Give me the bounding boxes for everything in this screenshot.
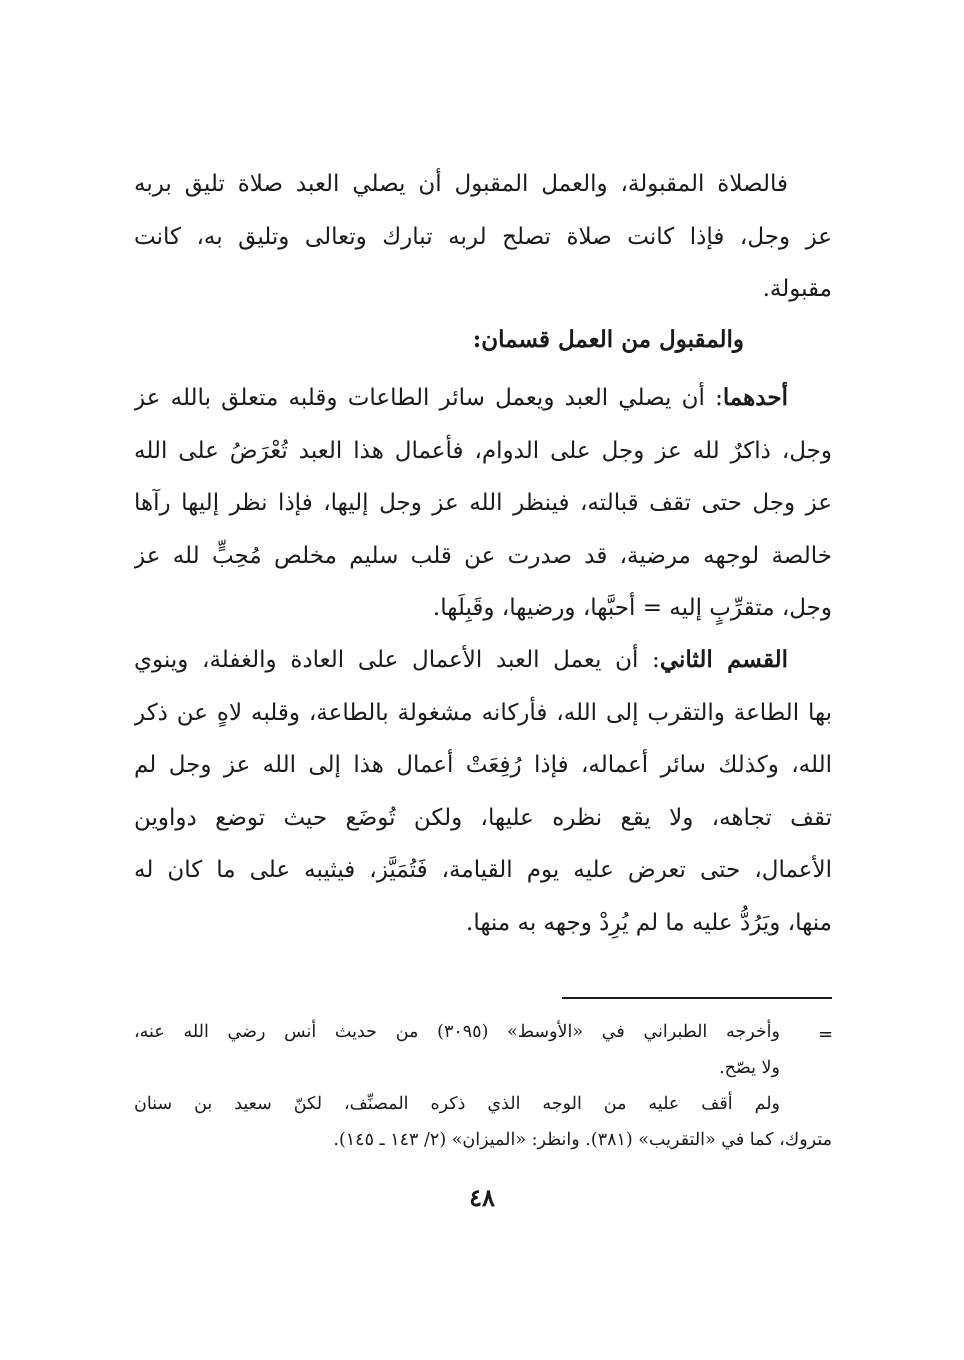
paragraph-3-lead: القسم الثاني — [659, 646, 788, 673]
paragraph-2-line-5: وجل، متقرِّبٍ إليه = أحبَّها، ورضيها، وقَبِلَها. — [432, 595, 832, 621]
footnote-1-line-2: ولا يصّح. — [719, 1058, 780, 1078]
paragraph-2-line-1-text: : أن يصلي العبد ويعمل سائر الطاعات وقلبه متعلق بالله عز — [134, 385, 723, 411]
paragraph-2-line-2: وجل، ذاكرٌ لله عز وجل على الدوام، فأعمال هذا العبد تُعْرَضُ على الله — [134, 437, 832, 464]
section-heading: والمقبول من العمل قسمان: — [472, 326, 744, 353]
paragraph-1-line-2: عز وجل، فإذا كانت صلاة تصلح لربه تبارك وتعالى وتليق به، كانت — [134, 223, 832, 250]
paragraph-2-line-3: عز وجل حتى تقف قبالته، فينظر الله عز وجل إليها، فإذا نظر إليها رآها — [134, 490, 832, 516]
paragraph-1-line-3: مقبولة. — [762, 276, 832, 302]
paragraph-2-line-1 — [134, 372, 832, 425]
paragraph-3-line-1 — [134, 634, 832, 687]
paragraph-3-line-2: بها الطاعة والتقرب إلى الله، فأركانه مشغولة بالطاعة، وقلبه لاهٍ عن ذكر — [134, 699, 832, 726]
paragraph-1-line-1: فالصلاة المقبولة، والعمل المقبول أن يصلي العبد صلاة تليق بربه — [134, 171, 788, 197]
paragraph-3-line-5: الأعمال، حتى تعرض عليه يوم القيامة، فَتُمَيَّز، فيثيبه على ما كان له — [134, 857, 832, 883]
paragraph-2-lead: أحدهما — [722, 384, 788, 411]
footnotes — [134, 1014, 832, 1158]
footnote-2-line-2: متروك، كما في «التقريب» (٣٨١). وانظر: «الميزان» (٢/ ١٤٣ ـ ١٤٥). — [333, 1130, 832, 1150]
paragraph-2 — [134, 372, 832, 635]
paragraph-3-line-6: منها، ويَرُدُّ عليه ما لم يُرِدْ وجهه به منها. — [466, 909, 832, 936]
footnote-1-line-1: وأخرجه الطبراني في «الأوسط» (٣٠٩٥) من حديث أنس رضي الله عنه، — [134, 1022, 780, 1042]
paragraph-3 — [134, 634, 832, 949]
footnote-separator — [562, 997, 832, 999]
paragraph-2-line-4: خالصة لوجهه مرضية، قد صدرت عن قلب سليم مخلص مُحِبٍّ لله عز — [134, 542, 832, 569]
paragraph-3-line-3: الله، وكذلك سائر أعماله، فإذا رُفِعَتْ أعمال هذا إلى الله عز وجل لم — [134, 752, 832, 778]
footnote-continuation-mark: = — [818, 1024, 834, 1045]
page-number: ٤٨ — [469, 1183, 495, 1212]
footnote-2-line-1: ولم أقف عليه من الوجه الذي ذكره المصنِّف، لكنّ سعيد بن سنان — [134, 1094, 780, 1114]
paragraph-1 — [134, 158, 832, 316]
paragraph-3-line-1-text: : أن يعمل العبد الأعمال على العادة والغفلة، وينوي — [134, 647, 660, 673]
paragraph-3-line-4: تقف تجاهه، ولا يقع نظره عليها، ولكن تُوضَع حيث توضع دواوين — [134, 804, 832, 831]
